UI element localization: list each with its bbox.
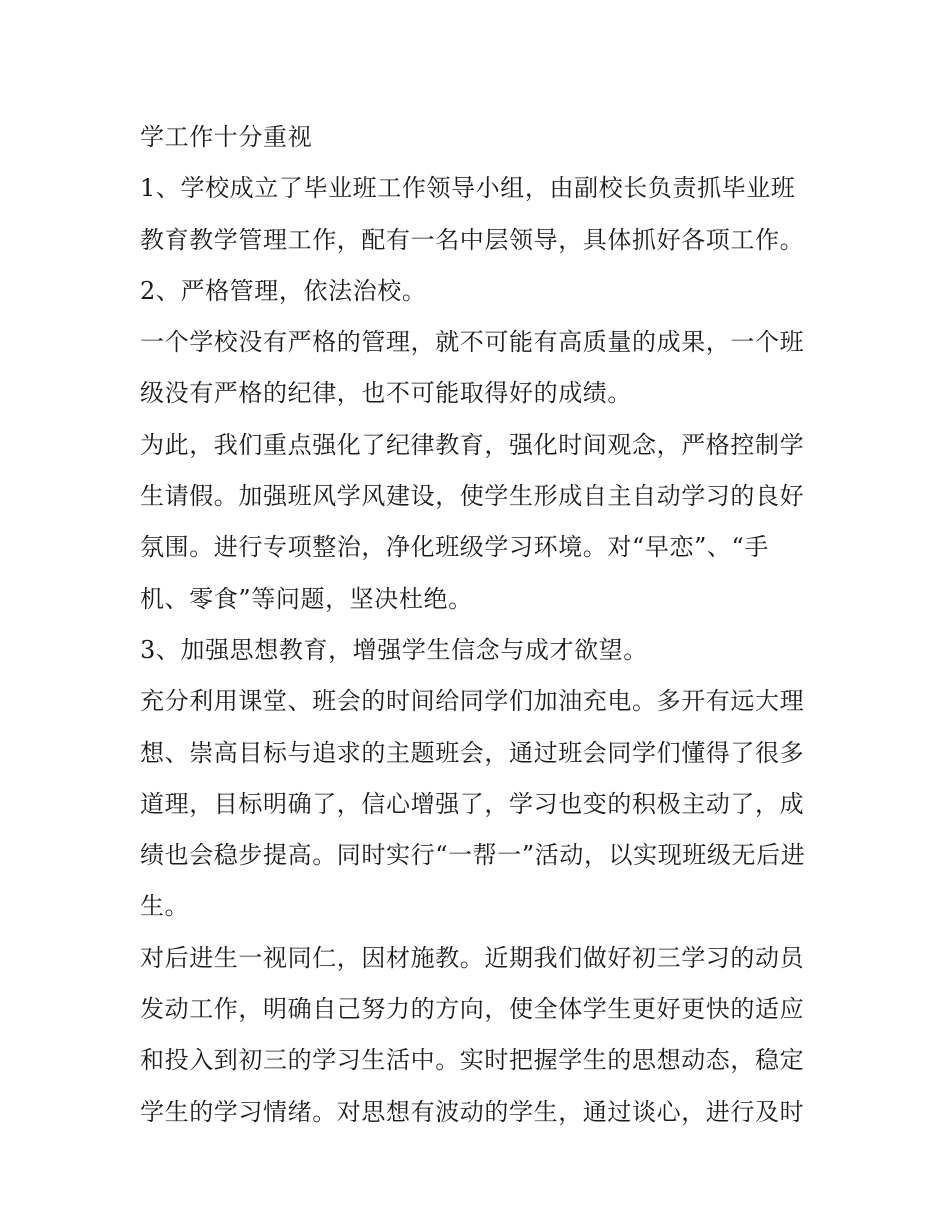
text-line: 氛围。进行专项整治，净化班级学习环境。对“早恋”、“手 xyxy=(140,533,770,562)
text-line: 想、崇高目标与追求的主题班会，通过班会同学们懂得了很多 xyxy=(140,738,805,767)
text-line: 一个学校没有严格的管理，就不可能有高质量的成果，一个班 xyxy=(140,328,805,357)
text-line: 道理，目标明确了，信心增强了，学习也变的积极主动了，成 xyxy=(140,789,805,818)
text-line: 发动工作，明确自己努力的方向，使全体学生更好更快的适应 xyxy=(140,995,805,1024)
text-line: 充分利用课堂、班会的时间给同学们加油充电。多开有远大理 xyxy=(140,687,805,716)
text-line: 对后进生一视同仁，因材施教。近期我们做好初三学习的动员 xyxy=(140,943,805,972)
text-line: 学生的学习情绪。对思想有波动的学生，通过谈心，进行及时 xyxy=(140,1097,805,1126)
text-line: 机、零食”等问题，坚决杜绝。 xyxy=(140,584,473,613)
text-line: 和投入到初三的学习生活中。实时把握学生的思想动态，稳定 xyxy=(140,1046,805,1075)
text-line: 3、加强思想教育，增强学生信念与成才欲望。 xyxy=(140,635,648,664)
document-body xyxy=(140,112,820,1138)
text-line: 教育教学管理工作，配有一名中层领导，具体抓好各项工作。 xyxy=(140,225,805,254)
text-line: 学工作十分重视 xyxy=(140,123,313,151)
text-line: 1、学校成立了毕业班工作领导小组，由副校长负责抓毕业班 xyxy=(140,174,796,203)
text-line: 生请假。加强班风学风建设，使学生形成自主自动学习的良好 xyxy=(140,482,805,511)
text-line: 生。 xyxy=(140,892,190,921)
text-line: 为此，我们重点强化了纪律教育，强化时间观念，严格控制学 xyxy=(140,430,805,459)
text-line: 2、严格管理，依法治校。 xyxy=(140,276,427,305)
text-line: 级没有严格的纪律，也不可能取得好的成绩。 xyxy=(140,379,632,408)
text-line: 绩也会稳步提高。同时实行“一帮一”活动，以实现班级无后进 xyxy=(140,841,806,870)
